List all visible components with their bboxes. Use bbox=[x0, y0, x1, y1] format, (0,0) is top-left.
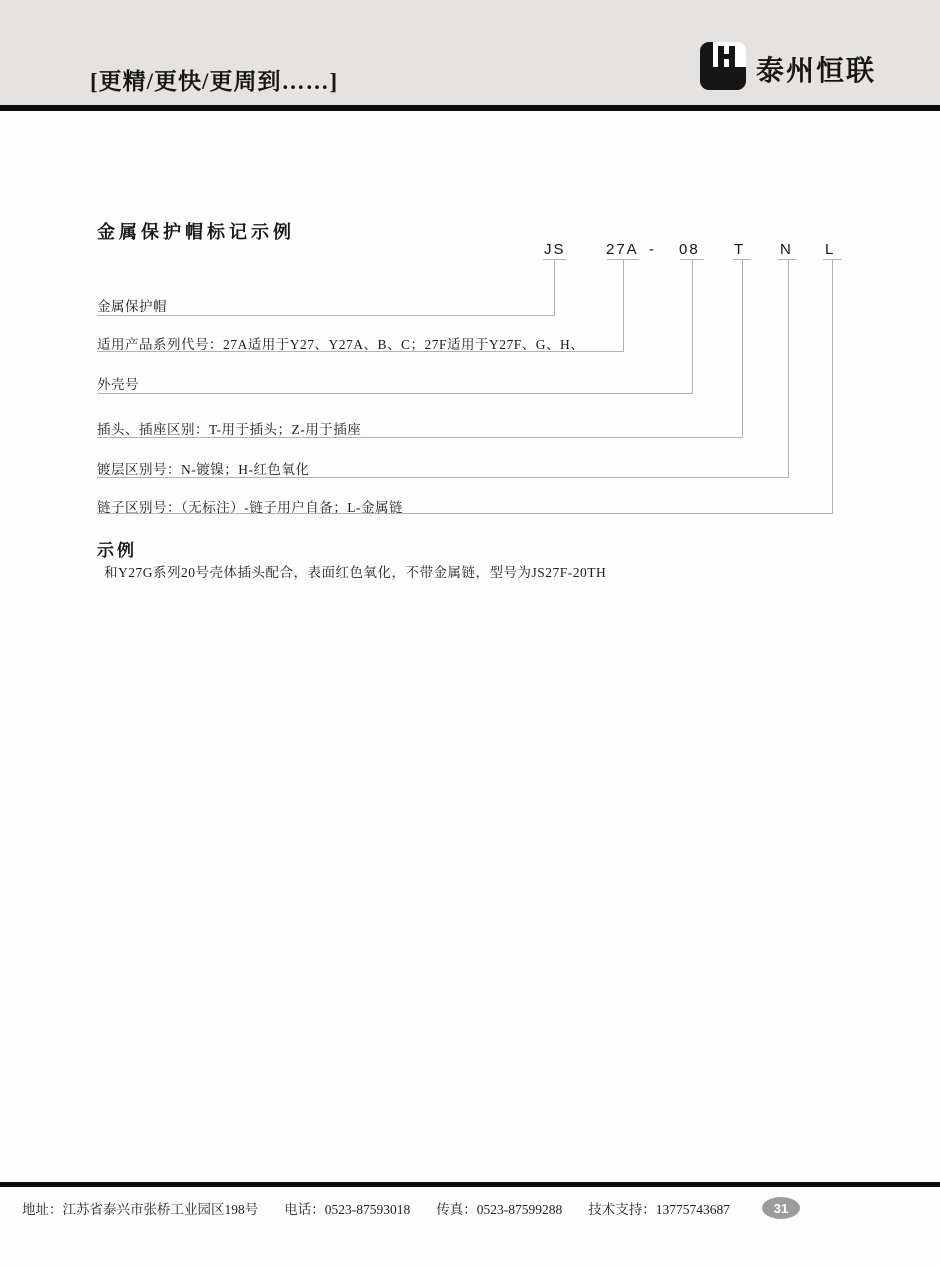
connector-vline-t bbox=[742, 260, 743, 437]
connector-vline-n bbox=[788, 260, 789, 477]
row-label-plating: 镀层区别号：N-镀镍；H-红色氧化 bbox=[97, 462, 310, 477]
row-label-shell: 外壳号 bbox=[97, 377, 139, 392]
code-token-js: JS bbox=[544, 241, 566, 258]
company-logo bbox=[700, 42, 876, 95]
page-number-badge: 31 bbox=[762, 1197, 800, 1219]
code-token-08: 08 bbox=[679, 241, 700, 258]
row-label-cap: 金属保护帽 bbox=[97, 299, 167, 314]
row-label-plug: 插头、插座区别：T-用于插头；Z-用于插座 bbox=[97, 422, 362, 437]
footer-fax: 传真：0523-87599288 bbox=[436, 1202, 563, 1217]
example-text: 和Y27G系列20号壳体插头配合，表面红色氧化，不带金属链，型号为JS27F-20TH bbox=[104, 565, 607, 580]
footer-divider bbox=[0, 1182, 940, 1187]
connector-vline-js bbox=[554, 260, 555, 315]
header-slogan: [更精/更快/更周到……] bbox=[90, 69, 339, 94]
row-label-chain: 链子区别号：（无标注）-链子用户自备；L-金属链 bbox=[97, 500, 403, 515]
header-band bbox=[0, 0, 940, 105]
code-token-hyphen: - bbox=[649, 241, 656, 258]
company-name: 泰州恒联 bbox=[755, 54, 876, 86]
footer bbox=[22, 1197, 922, 1219]
connector-vline-08 bbox=[692, 260, 693, 393]
code-token-l: L bbox=[825, 241, 836, 258]
page-title: 金属保护帽标记示例 bbox=[97, 222, 295, 242]
connector-hline-3 bbox=[97, 393, 693, 394]
code-token-27a: 27A bbox=[606, 241, 639, 258]
row-label-series: 适用产品系列代号：27A适用于Y27、Y27A、B、C；27F适用于Y27F、G、H、 bbox=[97, 337, 585, 352]
footer-support: 技术支持：13775743687 bbox=[588, 1202, 730, 1217]
example-heading: 示例 bbox=[97, 541, 137, 560]
connector-vline-27a bbox=[623, 260, 624, 351]
connector-hline-1 bbox=[97, 315, 555, 316]
footer-phone: 电话：0523-87593018 bbox=[284, 1202, 411, 1217]
company-logo-icon bbox=[700, 42, 746, 95]
code-token-t: T bbox=[734, 241, 746, 258]
code-token-n: N bbox=[780, 241, 793, 258]
connector-vline-l bbox=[832, 260, 833, 513]
header-divider bbox=[0, 105, 940, 111]
footer-address: 地址：江苏省泰兴市张桥工业园区198号 bbox=[22, 1202, 259, 1217]
